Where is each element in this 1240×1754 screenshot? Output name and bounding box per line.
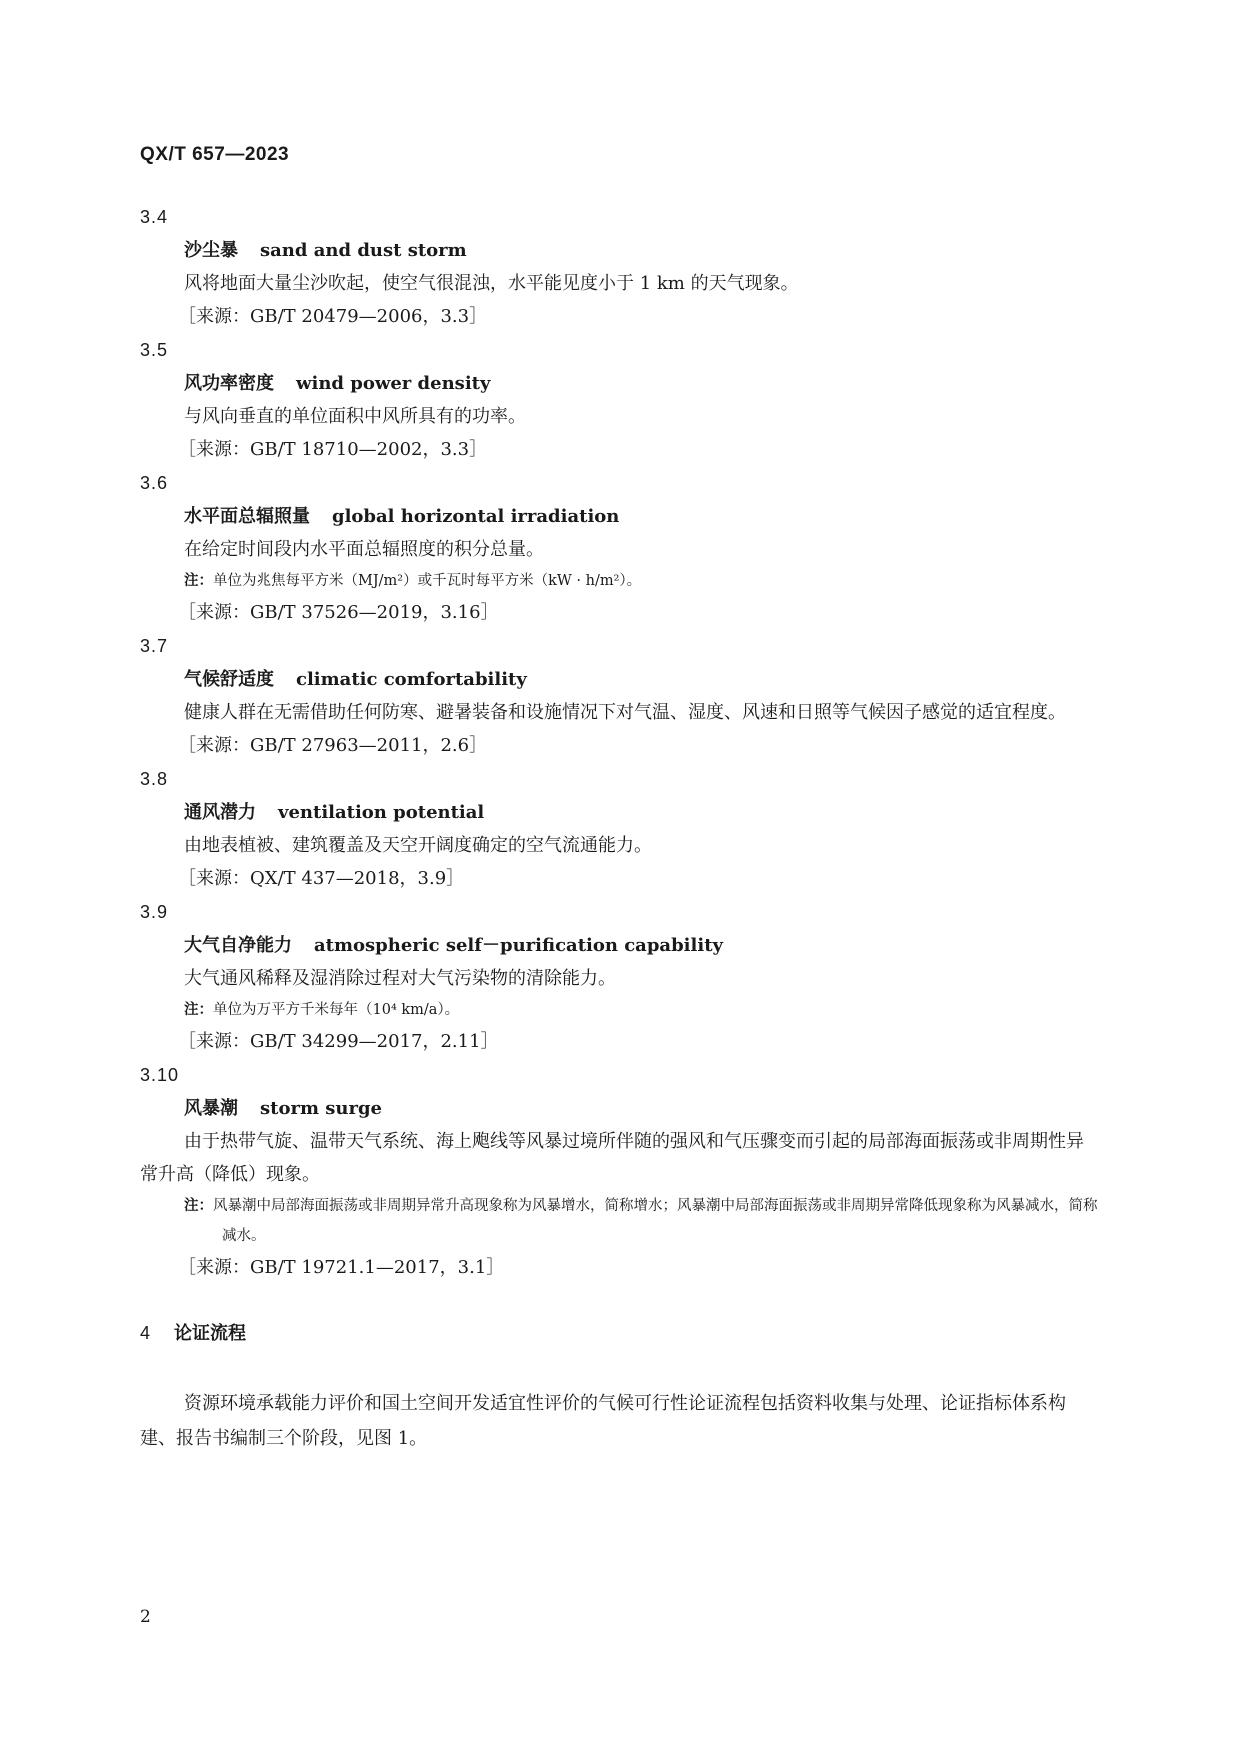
entry-source: ［来源：GB/T 19721.1—2017，3.1］ (178, 1257, 505, 1278)
entry-definition: 与风向垂直的单位面积中风所具有的功率。 (184, 406, 526, 427)
entry-number: 3.5 (140, 340, 169, 360)
entry-term (140, 234, 1100, 267)
term-english: atmospheric self－purification capability (314, 935, 723, 956)
term-chinese: 沙尘暴 (184, 240, 238, 261)
note-label: 注： (184, 1197, 213, 1214)
entry-definition: 由地表植被、建筑覆盖及天空开阔度确定的空气流通能力。 (184, 835, 652, 856)
entry-term (140, 929, 1100, 962)
page-number: 2 (140, 1607, 151, 1627)
term-english: ventilation potential (278, 802, 485, 823)
entry-source: ［来源：QX/T 437—2018，3.9］ (178, 868, 465, 889)
entry-number: 3.6 (140, 473, 169, 493)
entry-source: ［来源：GB/T 20479—2006，3.3］ (178, 306, 488, 327)
term-chinese: 风功率密度 (184, 373, 274, 394)
entry-note (140, 995, 1100, 1025)
section-number: 4 (140, 1323, 151, 1343)
term-chinese: 风暴潮 (184, 1098, 238, 1119)
term-entry-3-5 (140, 333, 1100, 466)
entry-term (140, 367, 1100, 400)
term-english: climatic comfortability (296, 669, 527, 690)
term-entry-3-10 (140, 1058, 1100, 1284)
term-entry-3-6 (140, 466, 1100, 629)
term-entry-3-8 (140, 762, 1100, 895)
entry-number: 3.4 (140, 207, 169, 227)
note-label: 注： (184, 572, 213, 589)
entry-term (140, 500, 1100, 533)
term-entry-3-7 (140, 629, 1100, 762)
entry-note (140, 1191, 1100, 1251)
entry-note (140, 566, 1100, 596)
document-id: QX/T 657—2023 (140, 144, 290, 165)
entry-definition: 健康人群在无需借助任何防寒、避暑装备和设施情况下对气温、湿度、风速和日照等气候因子感觉的适宜程度。 (184, 702, 1066, 723)
body-paragraph: 资源环境承载能力评价和国土空间开发适宜性评价的气候可行性论证流程包括资料收集与处理、论证指标体系构建、报告书编制三个阶段，见图 1。 (140, 1393, 1066, 1449)
term-chinese: 水平面总辐照量 (184, 506, 310, 527)
term-entry-3-4 (140, 200, 1100, 333)
section-heading (140, 1316, 1100, 1350)
entry-term (140, 796, 1100, 829)
entry-term (140, 663, 1100, 696)
entry-source: ［来源：GB/T 37526—2019，3.16］ (178, 602, 499, 623)
entry-number: 3.10 (140, 1065, 180, 1085)
note-text: 单位为兆焦每平方米（MJ/m²）或千瓦时每平方米（kW · h/m²）。 (213, 573, 642, 589)
entry-source: ［来源：GB/T 27963—2011，2.6］ (178, 735, 488, 756)
term-chinese: 气候舒适度 (184, 669, 274, 690)
note-label: 注： (184, 1001, 213, 1018)
term-english: global horizontal irradiation (332, 506, 620, 527)
section-title: 论证流程 (174, 1323, 247, 1344)
term-english: storm surge (260, 1098, 382, 1119)
entry-term (140, 1092, 1100, 1125)
entry-definition: 由于热带气旋、温带天气系统、海上飑线等风暴过境所伴随的强风和气压骤变而引起的局部海面振荡或非周期性异常升高（降低）现象。 (140, 1131, 1084, 1185)
note-text: 单位为万平方千米每年（10⁴ km/a）。 (213, 1002, 460, 1018)
entry-number: 3.8 (140, 769, 169, 789)
entry-source: ［来源：GB/T 18710—2002，3.3］ (178, 439, 488, 460)
note-text: 风暴潮中局部海面振荡或非周期异常升高现象称为风暴增水，简称增水；风暴潮中局部海面振荡或非周期异常降低现象称为风暴减水，简称减水。 (213, 1198, 1098, 1244)
entry-definition: 在给定时间段内水平面总辐照度的积分总量。 (184, 539, 544, 560)
entry-definition: 大气通风稀释及湿消除过程对大气污染物的清除能力。 (184, 968, 616, 989)
term-english: wind power density (296, 373, 491, 394)
entry-definition: 风将地面大量尘沙吹起，使空气很混浊，水平能见度小于 1 km 的天气现象。 (184, 273, 799, 294)
entry-number: 3.7 (140, 636, 169, 656)
term-chinese: 大气自净能力 (184, 935, 292, 956)
term-english: sand and dust storm (260, 240, 467, 261)
term-chinese: 通风潜力 (184, 802, 256, 823)
document-body (140, 200, 1100, 1456)
term-entry-3-9 (140, 895, 1100, 1058)
entry-number: 3.9 (140, 902, 169, 922)
entry-source: ［来源：GB/T 34299—2017，2.11］ (178, 1031, 499, 1052)
